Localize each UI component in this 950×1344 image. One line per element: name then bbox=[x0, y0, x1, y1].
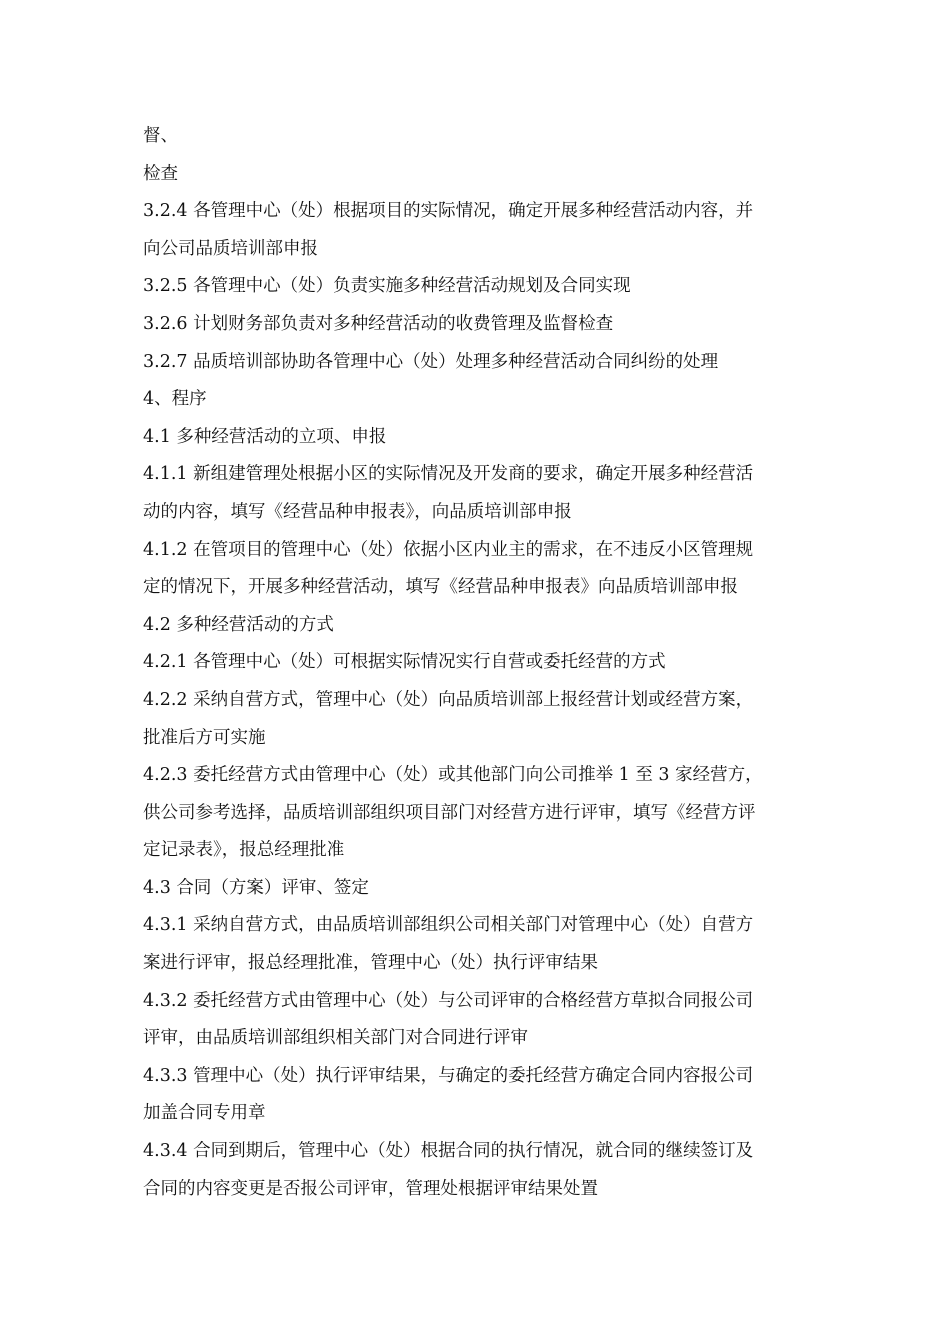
text-line: 4.1.2 在管项目的管理中心（处）依据小区内业主的需求，在不违反小区管理规 bbox=[143, 539, 754, 560]
document-body bbox=[143, 118, 828, 1208]
text-line: 向公司品质培训部申报 bbox=[143, 238, 318, 259]
text-line: 定的情况下，开展多种经营活动，填写《经营品种申报表》向品质培训部申报 bbox=[143, 577, 738, 598]
text-line: 4.3.3 管理中心（处）执行评审结果，与确定的委托经营方确定合同内容报公司 bbox=[143, 1065, 754, 1086]
subsection-heading: 4.3 合同（方案）评审、签定 bbox=[143, 877, 369, 898]
text-line: 4.3.4 合同到期后，管理中心（处）根据合同的执行情况，就合同的继续签订及 bbox=[143, 1141, 754, 1162]
text-line: 动的内容，填写《经营品种申报表》，向品质培训部申报 bbox=[143, 501, 572, 522]
text-line: 督、 bbox=[143, 126, 178, 146]
text-line: 供公司参考选择，品质培训部组织项目部门对经营方进行评审，填写《经营方评 bbox=[143, 802, 756, 823]
text-line: 3.2.5 各管理中心（处）负责实施多种经营活动规划及合同实现 bbox=[143, 276, 631, 297]
text-line: 4.2.1 各管理中心（处）可根据实际情况实行自营或委托经营的方式 bbox=[143, 652, 666, 673]
text-line: 4.3.2 委托经营方式由管理中心（处）与公司评审的合格经营方草拟合同报公司 bbox=[143, 990, 754, 1011]
text-line: 3.2.6 计划财务部负责对多种经营活动的收费管理及监督检查 bbox=[143, 313, 614, 334]
section-heading: 4、程序 bbox=[143, 389, 207, 410]
text-line: 合同的内容变更是否报公司评审，管理处根据评审结果处置 bbox=[143, 1178, 598, 1199]
text-line: 3.2.7 品质培训部协助各管理中心（处）处理多种经营活动合同纠纷的处理 bbox=[143, 351, 719, 372]
text-line: 4.2.2 采纳自营方式，管理中心（处）向品质培训部上报经营计划或经营方案， bbox=[143, 689, 754, 710]
text-line: 检查 bbox=[143, 163, 178, 184]
text-line: 3.2.4 各管理中心（处）根据项目的实际情况，确定开展多种经营活动内容，并 bbox=[143, 201, 754, 222]
subsection-heading: 4.2 多种经营活动的方式 bbox=[143, 614, 334, 635]
text-line: 4.3.1 采纳自营方式，由品质培训部组织公司相关部门对管理中心（处）自营方 bbox=[143, 915, 754, 936]
text-line: 评审，由品质培训部组织相关部门对合同进行评审 bbox=[143, 1028, 528, 1049]
text-line: 加盖合同专用章 bbox=[143, 1103, 266, 1124]
text-line: 定记录表》，报总经理批准 bbox=[143, 840, 345, 861]
text-line: 4.1.1 新组建管理处根据小区的实际情况及开发商的要求，确定开展多种经营活 bbox=[143, 464, 754, 485]
text-line: 4.2.3 委托经营方式由管理中心（处）或其他部门向公司推举 1 至 3 家经营方， bbox=[143, 765, 763, 786]
text-line: 案进行评审，报总经理批准，管理中心（处）执行评审结果 bbox=[143, 953, 598, 974]
subsection-heading: 4.1 多种经营活动的立项、申报 bbox=[143, 426, 387, 447]
text-line: 批准后方可实施 bbox=[143, 727, 266, 748]
